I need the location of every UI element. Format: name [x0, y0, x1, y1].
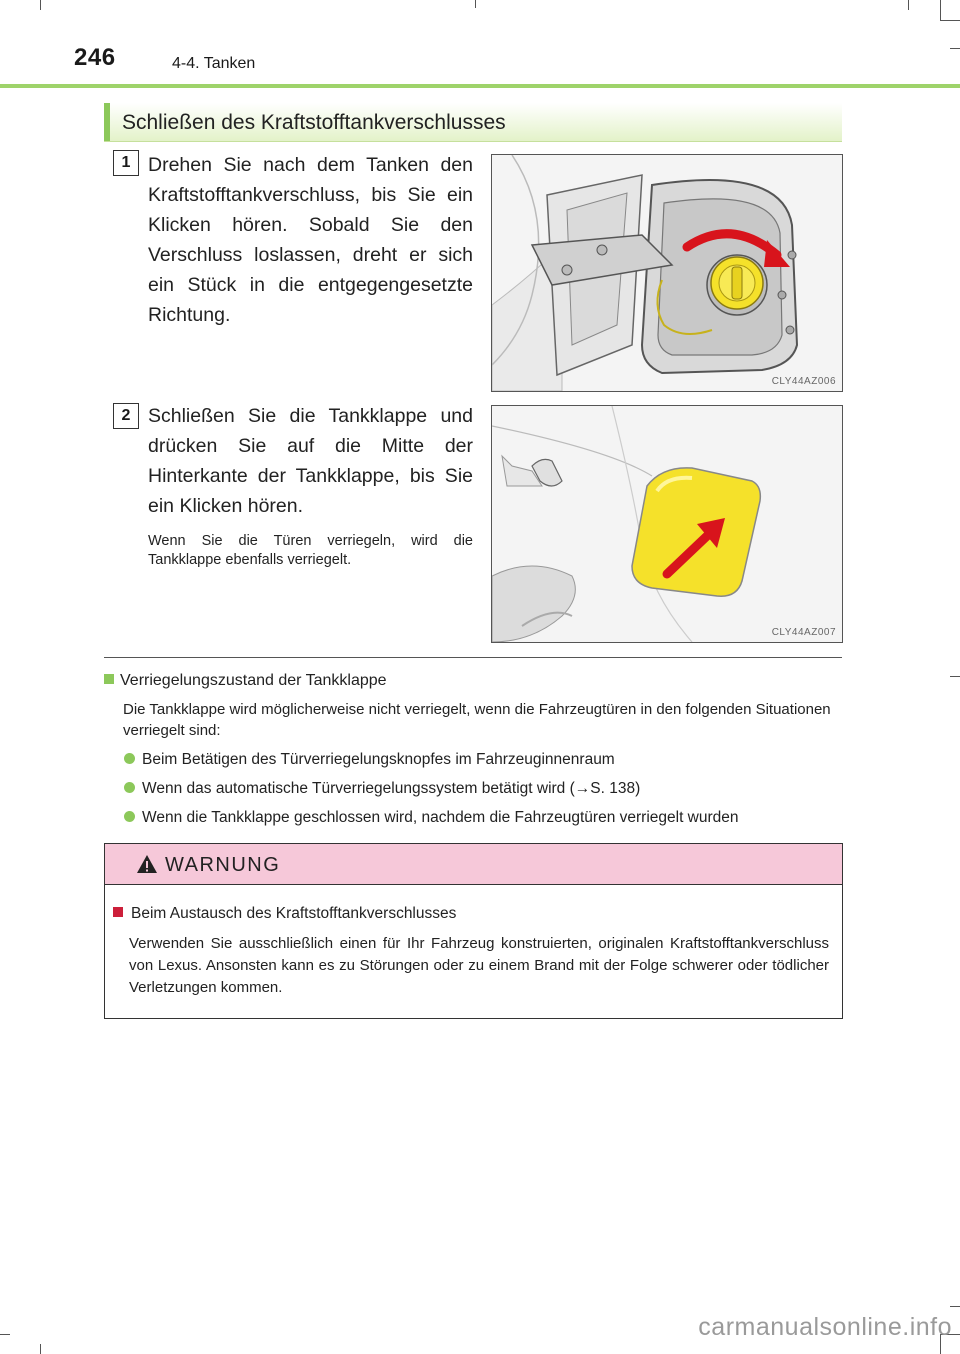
square-bullet-icon [104, 674, 114, 684]
round-bullet-icon [124, 811, 135, 822]
info-body: Die Tankklappe wird möglicherweise nicht verriegelt, wenn die Fahrzeugtüren in den folgenden Situationen verriegelt sind: [123, 701, 831, 739]
section-title: Schließen des Kraftstofftankverschlusses [122, 111, 506, 134]
info-title: Verriegelungszustand der Tankklappe [120, 672, 387, 689]
crop-mark [40, 0, 41, 10]
section-heading-bar [104, 103, 110, 141]
info-bullet [124, 780, 640, 798]
round-bullet-icon [124, 753, 135, 764]
header-rule [0, 84, 960, 88]
figure-fuel-door [491, 405, 843, 643]
info-bullet-text: Wenn die Tankklappe geschlossen wird, nachdem die Fahrzeugtüren verriegelt wurden [142, 809, 739, 826]
warning-header [105, 844, 842, 885]
warning-triangle-icon [136, 854, 158, 874]
info-bullet [124, 809, 739, 827]
warning-label: WARNUNG [165, 854, 281, 876]
fuel-door-illustration [492, 406, 842, 642]
crop-mark [950, 1306, 960, 1307]
info-heading [104, 672, 387, 690]
crop-mark [950, 676, 960, 677]
watermark: carmanualsonline.info [698, 1313, 952, 1341]
chapter-title: 4-4. Tanken [172, 55, 256, 72]
figure-fuel-cap [491, 154, 843, 392]
warning-box [104, 843, 843, 1019]
warning-body: Verwenden Sie ausschließlich einen für Ihr Fahrzeug konstruierten, originalen Kraftstofftankverschluss von Lexus. Ansonsten kann es zu Störungen oder zu einem Brand mit der Folge schwerer oder tödlicher Verletzungen kommen. [129, 935, 829, 996]
crop-mark [40, 1344, 41, 1354]
figure-code: CLY44AZ006 [771, 376, 836, 387]
crop-mark [950, 48, 960, 49]
square-bullet-icon [113, 907, 123, 917]
step-number-2: 2 [113, 403, 139, 429]
step-1-text: Drehen Sie nach dem Tanken den Kraftstofftankverschluss, bis Sie ein Klicken hören. Sobald Sie den Verschluss loslassen, dreht er sich ein Stück in die entgegengesetzte Richtung. [148, 154, 473, 326]
step-number-1: 1 [113, 150, 139, 176]
crop-mark [0, 1334, 10, 1335]
crop-mark [940, 20, 960, 21]
figure-code: CLY44AZ007 [771, 627, 836, 638]
warning-title: Beim Austausch des Kraftstofftankverschlusses [131, 905, 457, 922]
warning-heading [113, 905, 456, 923]
crop-mark [908, 0, 909, 10]
info-bullet-text: Beim Betätigen des Türverriegelungsknopfes im Fahrzeuginnenraum [142, 751, 615, 768]
info-bullet [124, 751, 615, 769]
section-divider [104, 657, 842, 658]
section-heading [104, 103, 842, 142]
info-bullet-text: Wenn das automatische Türverriegelungssystem betätigt wird (→S. 138) [142, 780, 641, 797]
round-bullet-icon [124, 782, 135, 793]
crop-mark [475, 0, 476, 8]
step-2-note: Wenn Sie die Türen verriegeln, wird die Tankklappe ebenfalls verriegelt. [148, 533, 473, 568]
step-2-text: Schließen Sie die Tankklappe und drücken Sie auf die Mitte der Hinterkante der Tankklappe, bis Sie ein Klicken hören. [148, 405, 473, 517]
fuel-cap-illustration [492, 155, 842, 391]
page-number: 246 [74, 44, 116, 71]
crop-mark [940, 0, 941, 20]
